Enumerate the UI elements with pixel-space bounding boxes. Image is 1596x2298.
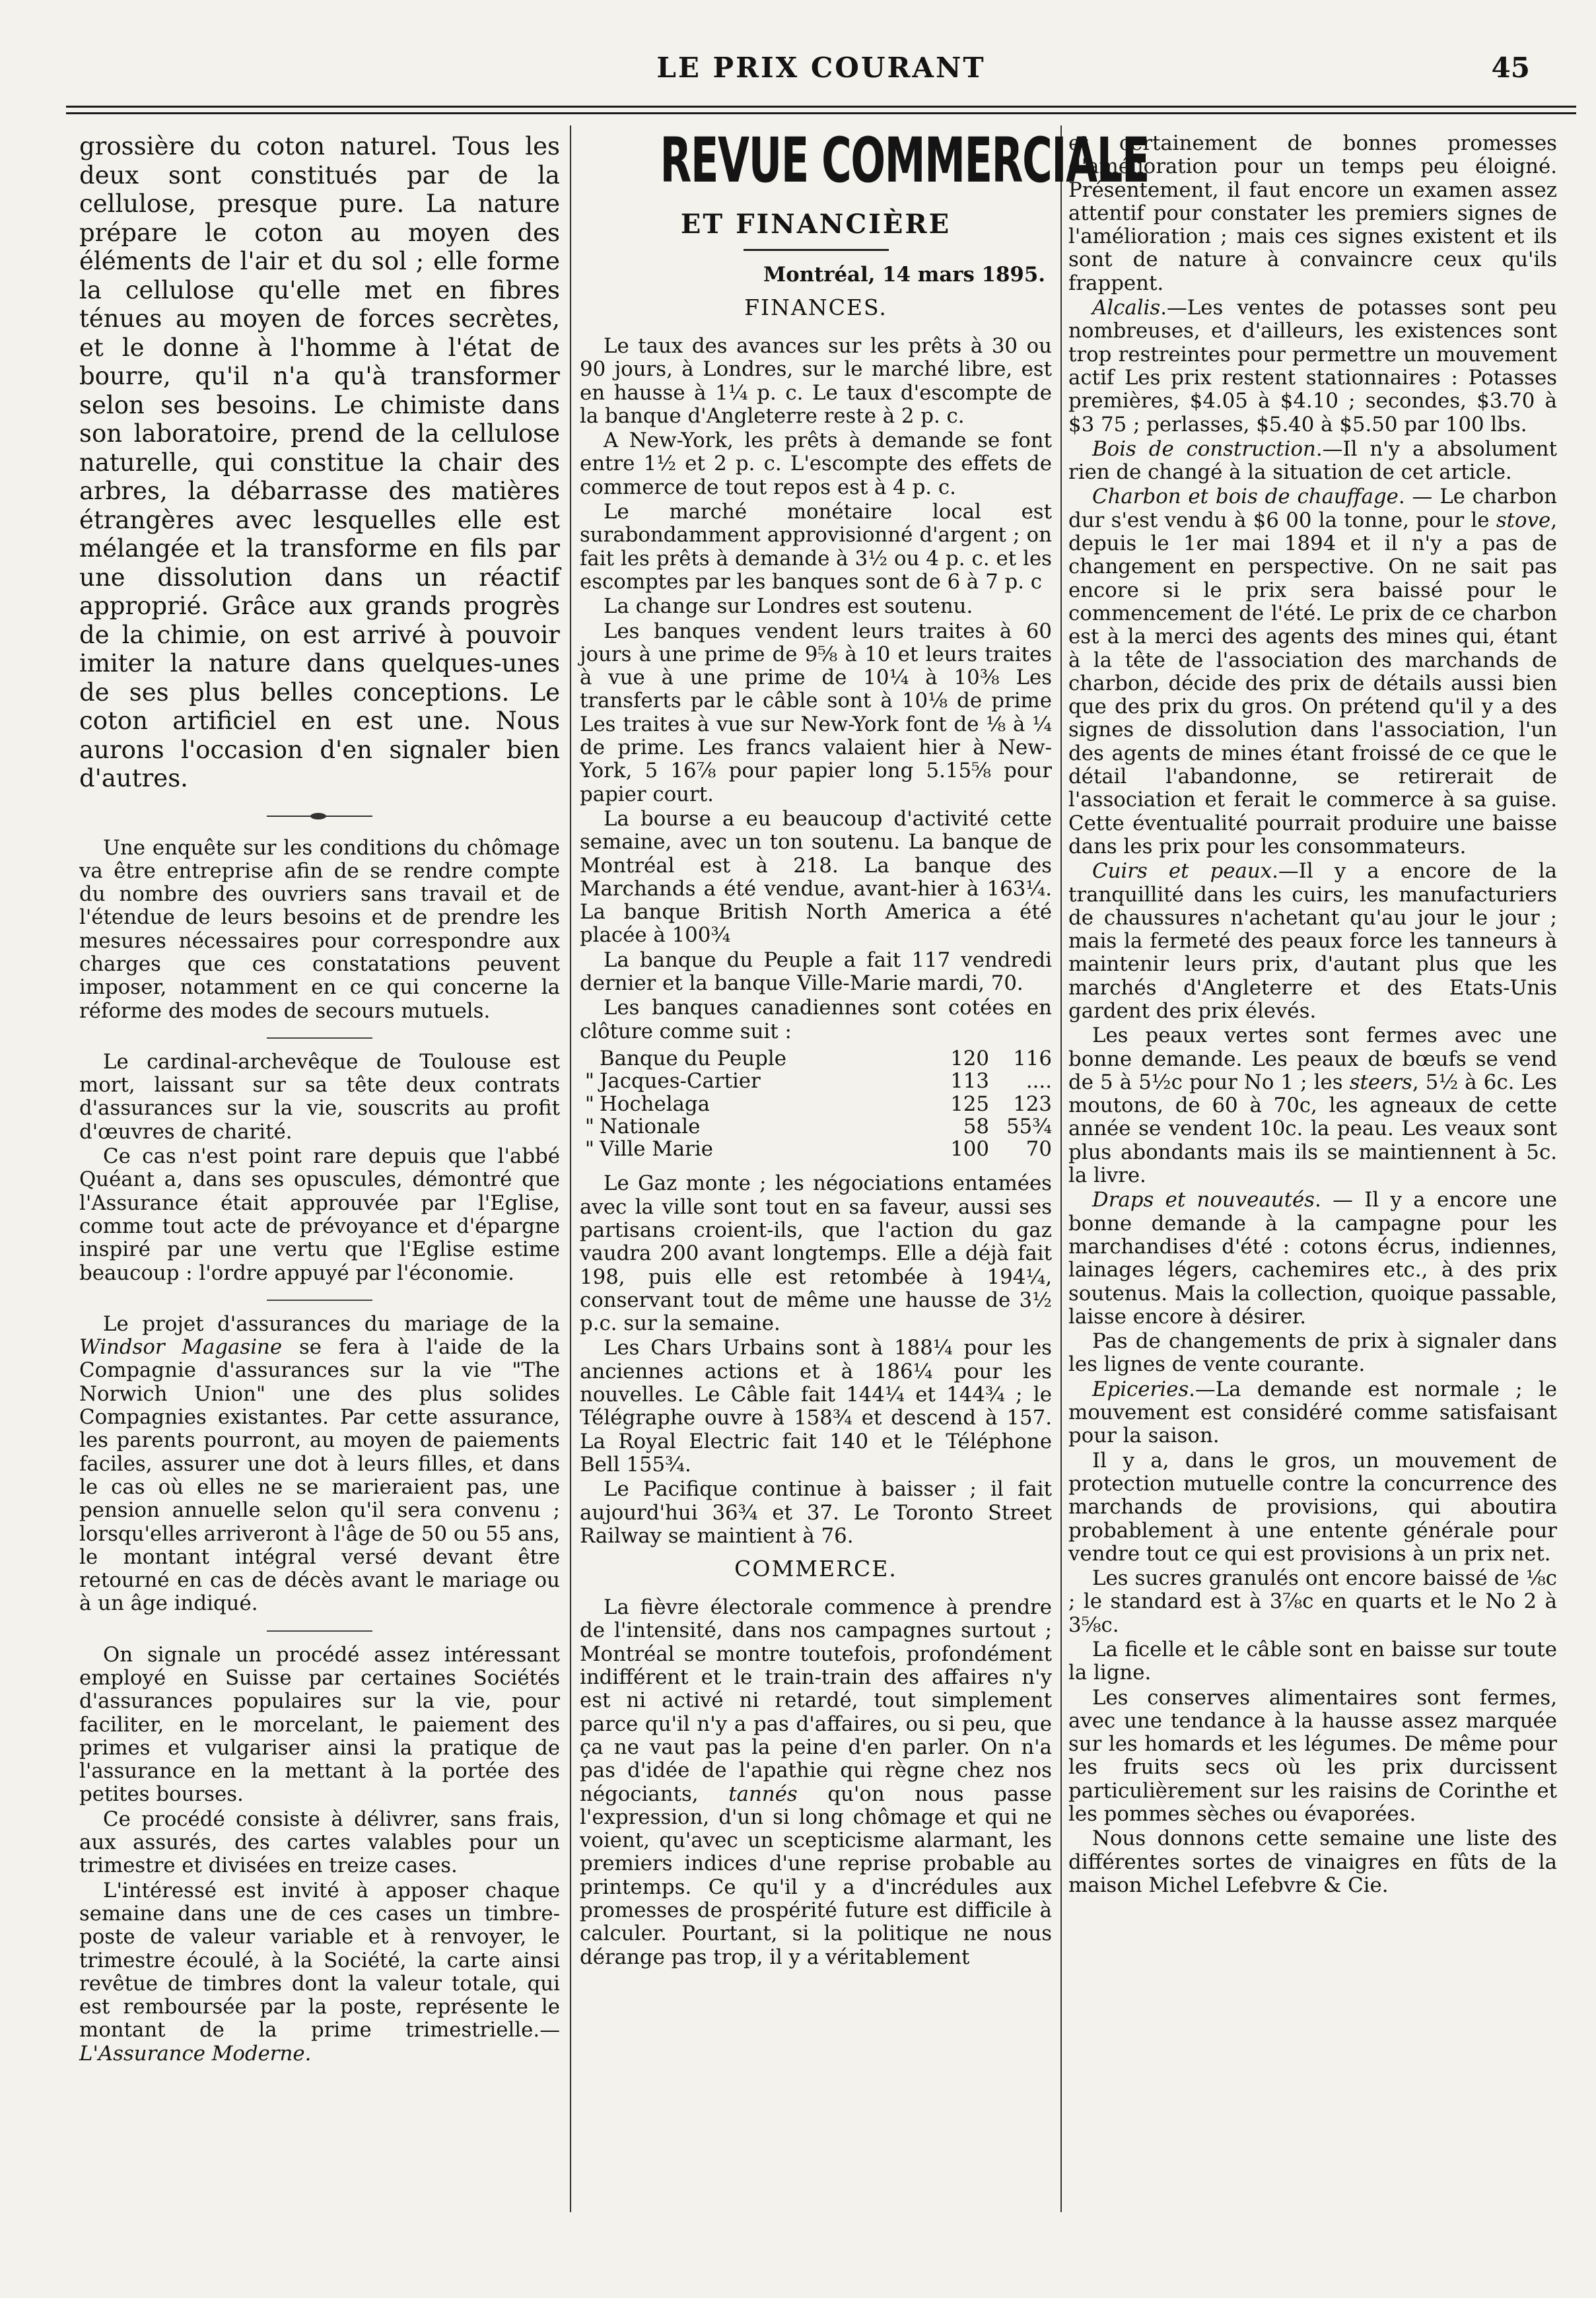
separator-rule — [267, 1037, 372, 1039]
finance-paragraph: La change sur Londres est soutenu. — [604, 594, 973, 619]
finance-paragraph: Les banques canadiennes sont cotées en clôture comme suit : — [580, 996, 1052, 1043]
suisse-paragraph: On signale un procédé assez intéressant employé en Suisse par certaines Sociétés d'assurances populaires sur la vie, pour faciliter, en le morcelant, le paiement des primes et vulgariser ainsi la pratique de l'assurance en la mettant à la portée des petites bourses. — [79, 1642, 560, 1807]
finance-paragraph: Les Chars Urbains sont à 188¼ pour les anciennes actions et à 186¼ pour les nouvelles. Le Câble fait 144¼ et 144¾ ; le Télégraphe ouvre à 158¾ et descend à 157. La Royal Electric fait 140 et le Téléphone Bell 155¾. — [580, 1336, 1052, 1477]
column-2 — [580, 125, 1150, 2206]
conserves-paragraph: Les conserves alimentaires sont fermes, avec une tendance à la hausse assez marquée sur les homards et les légumes. De même pour les fruits secs où les prix durcissent particulièrement sur les raisins de Corinthe et les pommes sèches ou évaporées. — [1068, 1685, 1557, 1827]
bank-name: Jacques-Cartier — [600, 1069, 761, 1094]
finance-paragraph: Le taux des avances sur les prêts à 30 ou 90 jours, à Londres, sur le marché libre, est en hausse à 1¼ p. c. Le taux d'escompte de la banque d'Angleterre reste à 2 p. c. — [580, 334, 1052, 428]
header-rule-bottom — [66, 112, 1576, 114]
masthead-subtitle: ET FINANCIÈRE — [680, 209, 952, 240]
ficelle-paragraph: La ficelle et le câble sont en baisse sur toute la ligne. — [1068, 1638, 1557, 1685]
procede-paragraph: Ce procédé consiste à délivrer, sans frais, aux assurés, des cartes valables pour un trimestre et divisées en treize cases. — [79, 1807, 560, 1878]
masthead-title: REVUE COMMERCIALE — [660, 125, 1150, 197]
bank-name: Banque du Peuple — [600, 1046, 786, 1070]
mariage-paragraph: Le projet d'assurances du mariage de la Windsor Magasine se fera à l'aide de la Compagnie d'assurances sur la vie "The Norwich Union" une des plus solides Compagnies existantes. Par cette assurance, les parents pourront, au moyen de paiements faciles, assurer une dot à leurs filles, et dans le cas où elles ne se marieraient pas, une pension annuelle selon qu'il sera convenu ; lorsqu'elles arriveront à l'âge de 50 ou 55 ans, le montant intégral versé devant être retourné en cas de décès avant le mariage ou à un âge indiqué. — [79, 1311, 560, 1616]
cotton-article: grossière du coton naturel. Tous les deux sont constitués par de la cellulose, presque pure. La nature prépare le coton au moyen des éléments de l'air et du sol ; elle forme la cellulose qu'elle met en fibres ténues au moyen de forces secrètes, et le donne à l'homme à l'état de bourre, qu'il n'a qu'à transformer selon ses besoins. Le chimiste dans son laboratoire, prend de la cellulose naturelle, qui constitue la chair des arbres, la débarrasse des matières étrangères avec lesquelles elle est mélangée et la transforme en fils par une dissolution dans un réactif approprié. Grâce aux grands progrès de la chimie, on est arrivé à pouvoir imiter la nature dans quelques-unes de ses plus belles conceptions. Le coton artificiel en est une. Nous aurons l'occasion d'en signaler bien d'autres. — [79, 132, 560, 792]
page-header — [66, 52, 1576, 98]
cuirs-paragraph: Cuirs et peaux.—Il y a encore de la tranquillité dans les cuirs, les manufacturiers de chaussures n'achetant qu'au jour le jour ; mais la fermeté des peaux force les tanneurs à maintenir leurs prix, d'autant plus que les marchés d'Angleterre et des Etats-Unis gardent des prix élevés. — [1068, 859, 1557, 1023]
table-row: " Nationale 58 55¾ — [584, 1114, 1052, 1138]
finance-paragraph: Le Gaz monte ; les négociations entamées avec la ville sont tout en sa faveur, aussi ses partisans croient-ils, que l'action du gaz vaudra 200 avant longtemps. Elle a déjà fait 198, puis elle est retombée à 194¼, conservant tout de même une hausse de 3½ p.c. sur la semaine. — [580, 1171, 1052, 1336]
column-divider-2 — [1060, 125, 1062, 2212]
dateline: Montréal, 14 mars 1895. — [763, 263, 1045, 287]
separator-ornament — [267, 816, 372, 817]
draps-paragraph: Draps et nouveautés. — Il y a encore une bonne demande à la campagne pour les marchandises d'été : cotons écrus, indiennes, lainages légers, cachemires etc., à des prix soutenus. Mais la collection, quoique passable, laisse encore à désirer. — [1068, 1188, 1557, 1329]
finance-paragraph: La bourse a eu beaucoup d'activité cette semaine, avec un ton soutenu. La banque de Montréal est à 218. La banque des Marchands a été vendue, avant-hier à 163¼. La banque British North America a été placée à 100¾ — [580, 806, 1052, 948]
alcalis-paragraph: Alcalis.—Les ventes de potasses sont peu nombreuses, et d'ailleurs, les existences sont trop restreintes pour permettre un mouvement actif Les prix restent stationnaires : Potasses premières, $4.05 à $4.10 ; secondes, $3.70 à $3 75 ; perlasses, $5.40 à $5.50 par 100 lbs. — [1068, 296, 1557, 436]
page-number: 45 — [1491, 52, 1530, 84]
table-row: " Hochelaga 125 123 — [584, 1092, 1052, 1116]
vinaigres-paragraph: Nous donnons cette semaine une liste des différentes sortes de vinaigres en fûts de la maison Michel Lefebvre & Cie. — [1068, 1827, 1557, 1897]
header-rule-top — [66, 106, 1576, 108]
column-divider-1 — [570, 125, 571, 2212]
abbe-queant-paragraph: Ce cas n'est point rare depuis que l'abbé Quéant a, dans ses opuscules, démontré que l'Assurance était approuvée par l'Eglise, comme tout acte de prévoyance et d'épargne inspiré par une vertu que l'Eglise estime beaucoup : l'ordre appuyé par l'économie. — [79, 1144, 560, 1285]
commerce-paragraph: La fièvre électorale commence à prendre de l'intensité, dans nos campagnes surtout ; Montréal se montre toutefois, profondément indifférent et le train-train des affaires n'y est ni activé ni retardé, tout simplement parce qu'il n'y a pas d'affaires, ou si peu, que ça ne vaut pas la peine d'en parler. On n'a pas d'idée de l'apathie qui règne chez nos négociants, tannés qu'on nous passe l'expression, d'un si long chômage et qui ne voient, qu'avec un scepticisme alarmant, les premiers indices d'une reprise probable au printemps. Ce qu'il y a d'incrédules aux promesses de prospérité future est difficile à calculer. Pourtant, si la politique ne nous dérange pas trop, il y a véritablement — [580, 1595, 1052, 1969]
bank-quotes-table — [580, 1047, 1052, 1160]
commerce-continued-paragraph: et certainement de bonnes promesses d'amélioration pour un temps peu éloigné. Présentement, il faut encore un examen assez attentif pour constater les premiers signes de l'amélioration ; mais ces signes existent et ils sont de nature à convaincre ceux qu'ils frappent. — [1068, 131, 1557, 295]
separator-rule — [267, 1300, 372, 1301]
cardinal-paragraph: Le cardinal-archevêque de Toulouse est mort, laissant sur sa tête deux contrats d'assurances sur la vie, souscrits au profit d'œuvres de charité. — [79, 1049, 560, 1144]
protection-paragraph: Il y a, dans le gros, un mouvement de protection mutuelle contre la concurrence des marchands de provisions, qui aboutira probablement à une entente générale pour vendre tout ce qui est provisions à un prix net. — [1068, 1448, 1557, 1566]
prix-paragraph: Pas de changements de prix à signaler dans les lignes de vente courante. — [1068, 1329, 1557, 1377]
section-heading-finances: FINANCES. — [744, 295, 887, 320]
chomage-paragraph: Une enquête sur les conditions du chômage va être entreprise afin de se rendre compte du nombre des ouvriers sans travail et de l'étendue de leurs besoins et de prendre les mesures nécessaires pour correspondre aux charges que ces constatations peuvent imposer, notamment en ce qui concerne la réforme des modes de secours mutuels. — [79, 835, 560, 1023]
bank-name: Hochelaga — [600, 1092, 710, 1116]
finance-paragraph: A New-York, les prêts à demande se font entre 1½ et 2 p. c. L'escompte des effets de commerce de tout repos est à 4 p. c. — [580, 429, 1052, 499]
epiceries-paragraph: Epiceries.—La demande est normale ; le mouvement est considéré comme satisfaisant pour la saison. — [1068, 1377, 1557, 1448]
table-row: " Jacques-Cartier 113 .... — [584, 1069, 1052, 1094]
column-3 — [1068, 132, 1557, 2206]
bank-name: Nationale — [600, 1114, 701, 1138]
finance-paragraph: Le Pacifique continue à baisser ; il fait aujourd'hui 36¾ et 37. Le Toronto Street Railway se maintient à 76. — [580, 1477, 1052, 1548]
bank-name: Ville Marie — [600, 1137, 713, 1162]
running-title: LE PRIX COURANT — [656, 52, 986, 84]
finance-paragraph: Les banques vendent leurs traites à 60 jours à une prime de 9⅝ à 10 et leurs traites à vue à une prime de 10¼ à 10⅜ Les transferts par le câble sont à 10⅛ de prime Les traites à vue sur New-York font de ⅛ à ¼ de prime. Les francs valaient hier à New-York, 5 16⅞ pour papier long 5.15⅝ pour papier court. — [580, 619, 1052, 806]
bois-paragraph: Bois de construction.—Il n'y a absolument rien de changé à la situation de cet article. — [1068, 436, 1557, 485]
masthead-rule — [744, 249, 889, 251]
table-row: " Ville Marie 100 70 — [584, 1137, 1052, 1162]
table-row: Banque du Peuple 120 116 — [600, 1046, 1052, 1070]
finance-paragraph: La banque du Peuple a fait 117 vendredi dernier et la banque Ville-Marie mardi, 70. — [580, 948, 1052, 996]
separator-rule — [267, 1630, 372, 1632]
charbon-paragraph: Charbon et bois de chauffage. — Le charbon dur s'est vendu à $6 00 la tonne, pour le stove, depuis le 1er mai 1894 et il n'y a pas de changement en perspective. On ne sait pas encore si le prix sera baissé pour le commencement de l'été. Le prix de ce charbon est à la merci des agents des mines qui, étant à la tête de l'association des marchands de charbon, décide des prix de détails aussi bien que des prix du gros. On prétend qu'il y a des signes de dissolution dans l'association, l'un des agents de mines étant froissé de ce que le détail l'abandonne, se retirerait de l'association et ferait le commerce à sa guise. Cette éventualité pourrait produire une baisse dans les prix pour les consommateurs. — [1068, 485, 1558, 858]
finance-paragraph: Le marché monétaire local est surabondamment approvisionné d'argent ; on fait les prêts à demande à 3½ ou 4 p. c. et les escomptes par les banques sont de 6 à 7 p. c — [580, 500, 1052, 594]
interesse-paragraph: L'intéressé est invité à apposer chaque semaine dans une de ces cases un timbre-poste de valeur variable et à renvoyer, le trimestre écoulé, à la Société, la carte ainsi revêtue de timbres dont la valeur totale, qui est remboursée par la poste, représente le montant de la prime trimestrielle.—L'Assurance Moderne. — [79, 1878, 560, 2066]
peaux-paragraph: Les peaux vertes sont fermes avec une bonne demande. Les peaux de bœufs se vend de 5 à 5½c pour No 1 ; les steers, 5½ à 6c. Les moutons, de 60 à 70c, les agneaux de cette année se vendent 10c. la peau. Les veaux sont plus abondants mais ils se maintiennent à 5c. la livre. — [1068, 1024, 1557, 1188]
section-heading-commerce: COMMERCE. — [734, 1556, 897, 1582]
column-1 — [79, 132, 560, 2206]
sucres-paragraph: Les sucres granulés ont encore baissé de ⅛c ; le standard est à 3⅞c en quarts et le No 2 à 3⅝c. — [1068, 1566, 1557, 1637]
